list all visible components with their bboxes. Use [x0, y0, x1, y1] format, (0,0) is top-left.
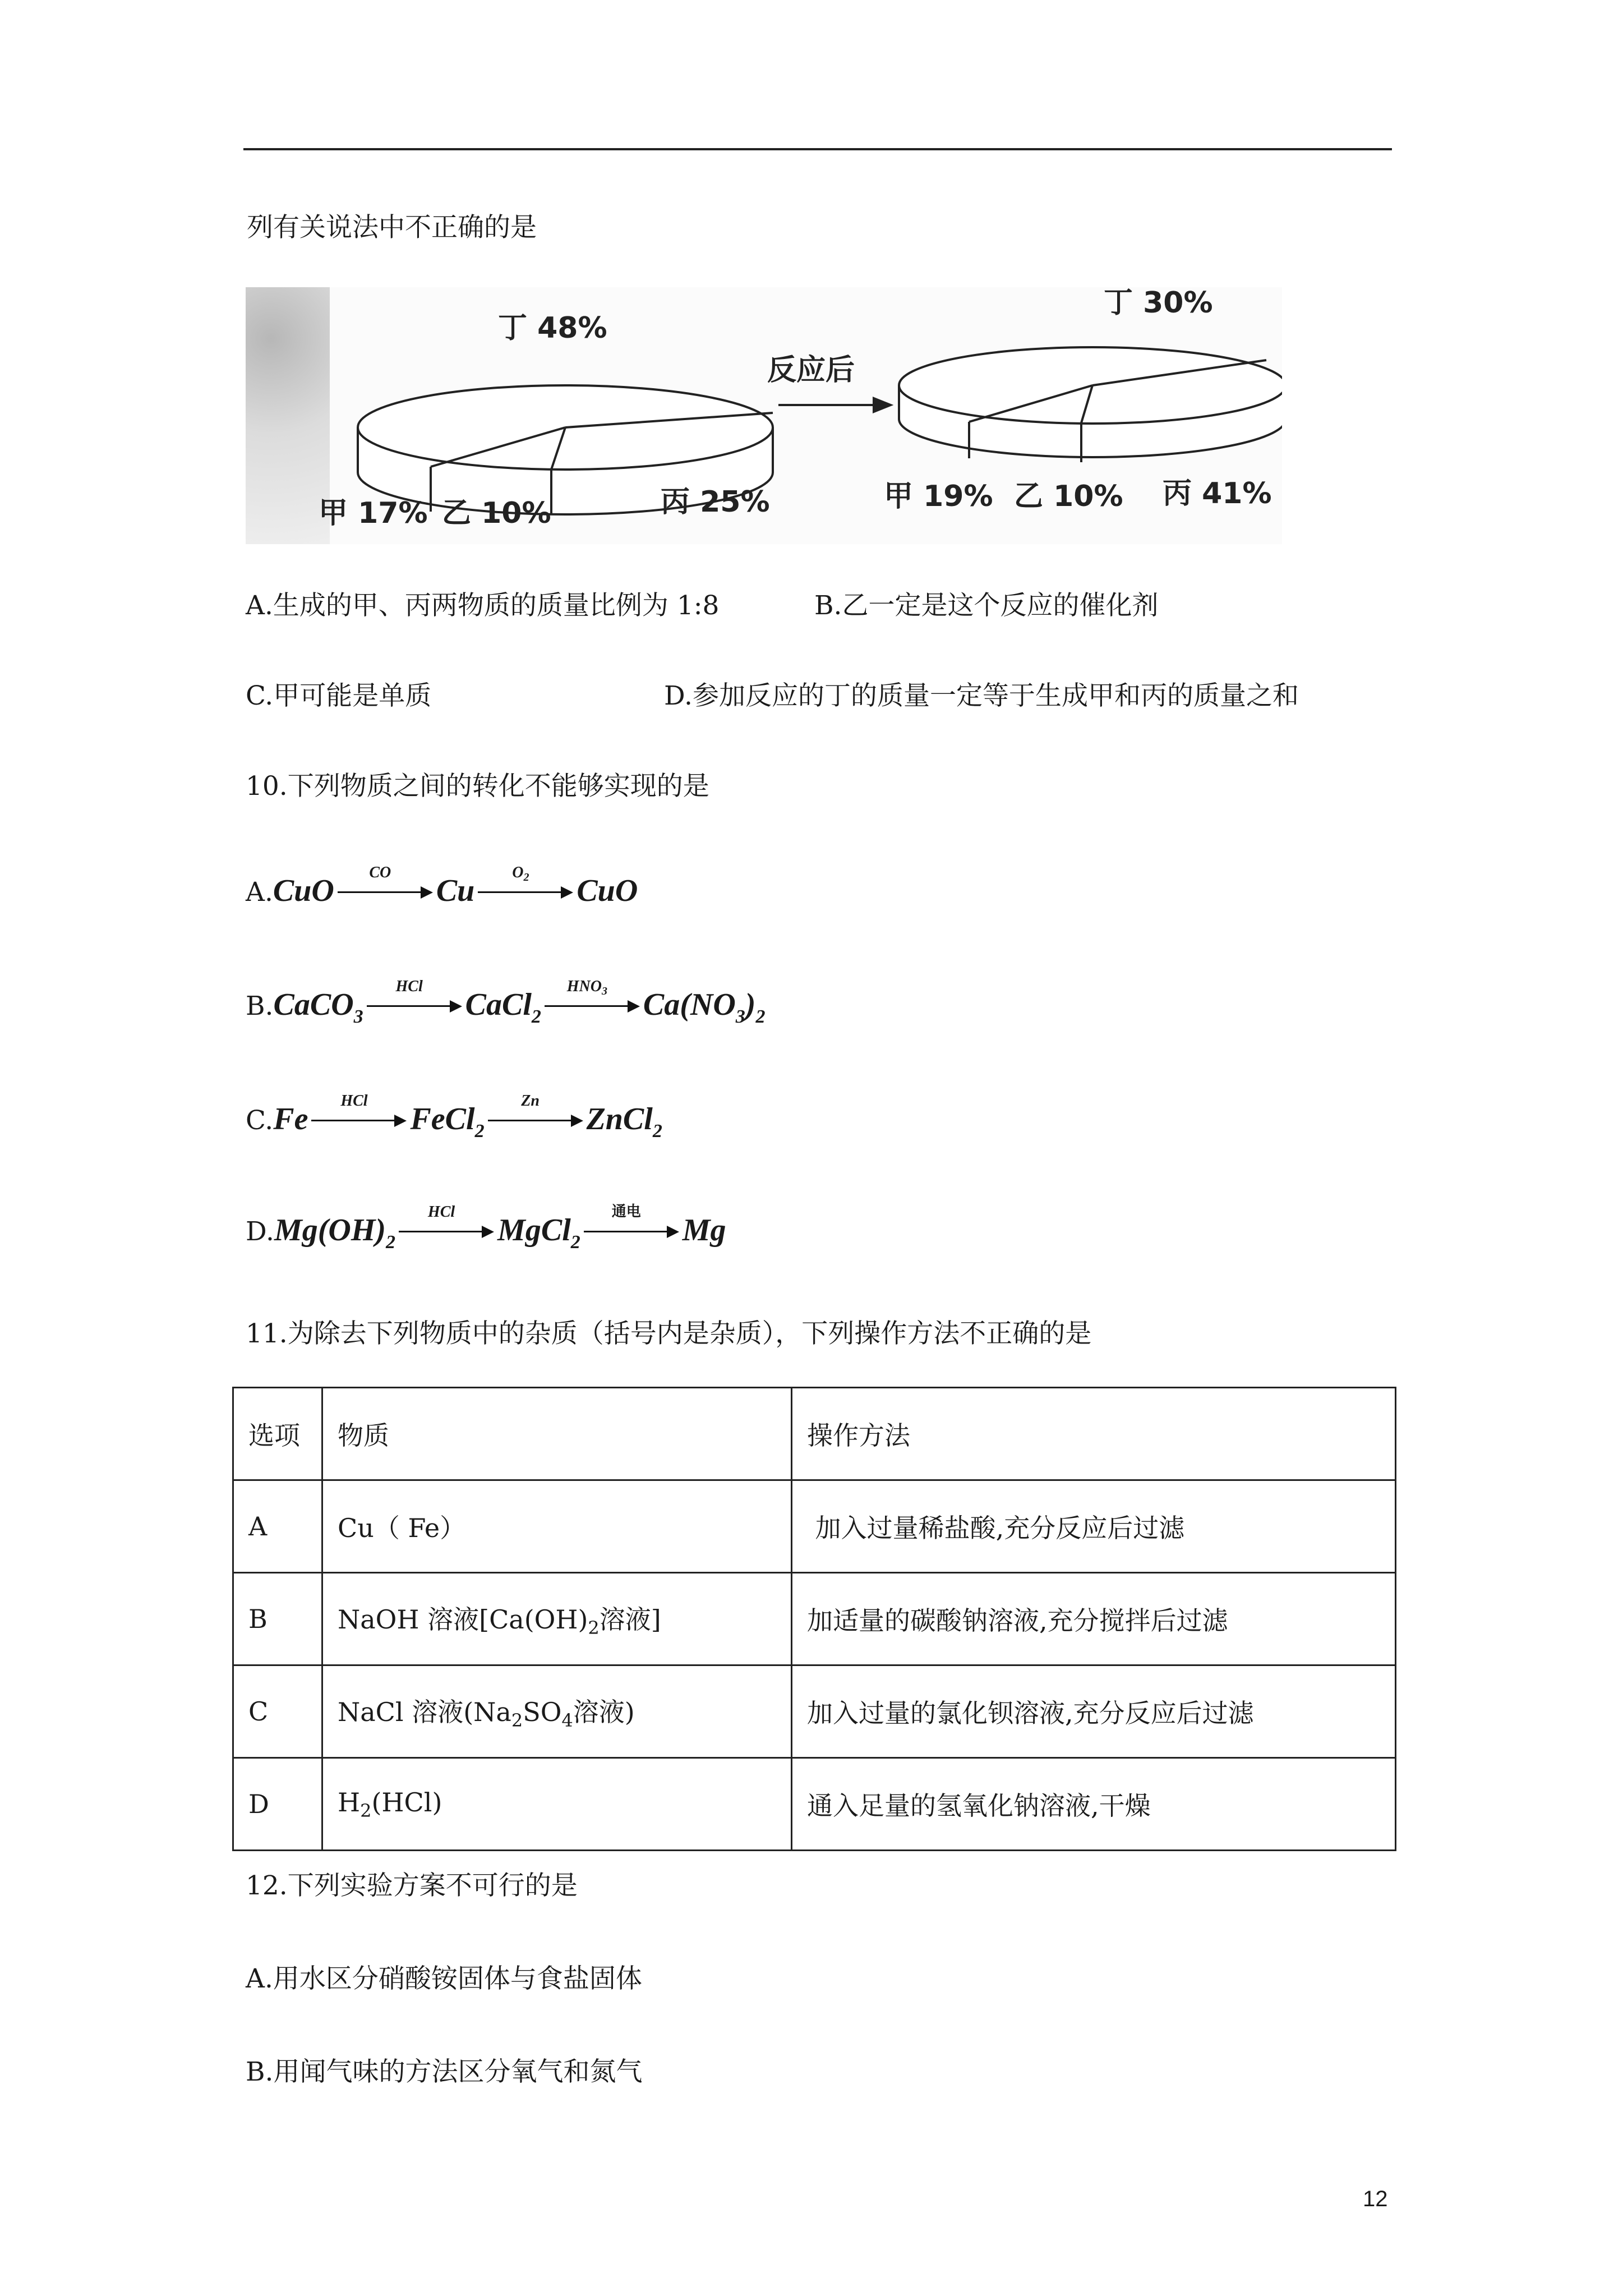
table-row: C NaCl 溶液($Na_2SO_4$溶液) 加入过量的氯化钡溶液,充分反应后过滤 [233, 1665, 1396, 1758]
arrow-label: 反应后 [767, 353, 855, 387]
pie-figure [246, 287, 1282, 544]
arrow-icon: CO [338, 886, 433, 898]
q12-option-b: B.用闻气味的方法区分氧气和氮气 [246, 2056, 643, 2087]
arrow-icon: HCl [367, 1000, 462, 1011]
table-row: B NaOH 溶液[$Ca(OH)_2$溶液] 加适量的碳酸钠溶液,充分搅拌后过滤 [233, 1573, 1396, 1665]
q12-option-a: A.用水区分硝酸铵固体与食盐固体 [246, 1963, 642, 1994]
before-jia-label: 甲 17% [319, 496, 428, 530]
after-yi-label: 乙 10% [1014, 480, 1123, 513]
table-row: A Cu（ Fe） 加入过量稀盐酸,充分反应后过滤 [233, 1480, 1396, 1573]
header-method: 操作方法 [792, 1388, 1396, 1480]
after-jia-label: 甲 19% [884, 480, 993, 513]
arrow-icon: 通电 [584, 1226, 679, 1237]
header-option: 选项 [233, 1388, 322, 1480]
after-ding-label: 丁 30% [1104, 287, 1213, 320]
q11-stem: 11.为除去下列物质中的杂质（括号内是杂质），下列操作方法不正确的是 [246, 1318, 1092, 1349]
q10-option-c: C.Fe HCl FeCl$_2$ Zn ZnCl$_2$ [246, 1092, 662, 1142]
header-substance: 物质 [322, 1388, 792, 1480]
after-bing-label: 丙 41% [1163, 477, 1272, 510]
q9-option-d: D.参加反应的丁的质量一定等于生成甲和丙的质量之和 [664, 680, 1299, 711]
q9-option-a: A.生成的甲、丙两物质的质量比例为 1:8 [246, 590, 720, 621]
q10-option-d: $D.Mg(OH)_2$ HCl MgCl$_2$ 通电 Mg [246, 1203, 726, 1253]
q9-option-b: B.乙一定是这个反应的催化剂 [814, 590, 1159, 621]
intro-text: 列有关说法中不正确的是 [247, 212, 537, 243]
q10-option-b: B.CaCO$_3$ HCl CaCl$_2$ $HNO_3$ $Ca(NO_3)_2$ [246, 978, 766, 1027]
before-bing-label: 丙 25% [661, 485, 770, 519]
arrow-icon: HCl [311, 1115, 407, 1126]
arrow-icon: Zn [488, 1115, 583, 1126]
page-number: 12 [1363, 2187, 1388, 2211]
before-ding-label: 丁 48% [498, 311, 607, 345]
q9-option-c: C.甲可能是单质 [246, 680, 432, 711]
q12-stem: 12.下列实验方案不可行的是 [246, 1870, 578, 1901]
header-rule [243, 148, 1392, 150]
table-header-row [233, 1388, 1396, 1480]
options-table [232, 1387, 1396, 1851]
arrow-icon: $HNO_3$ [545, 1000, 640, 1011]
q10-stem: 10.下列物质之间的转化不能够实现的是 [246, 771, 709, 802]
q10-option-a: A.CuO CO Cu $O_2$ CuO [246, 864, 638, 908]
table-row: D $H_2(HCl)$ 通入足量的氢氧化钠溶液,干燥 [233, 1758, 1396, 1851]
arrow-icon: $O_2$ [478, 886, 573, 898]
before-yi-label: 乙 10% [442, 496, 551, 530]
arrow-icon: HCl [399, 1226, 494, 1237]
